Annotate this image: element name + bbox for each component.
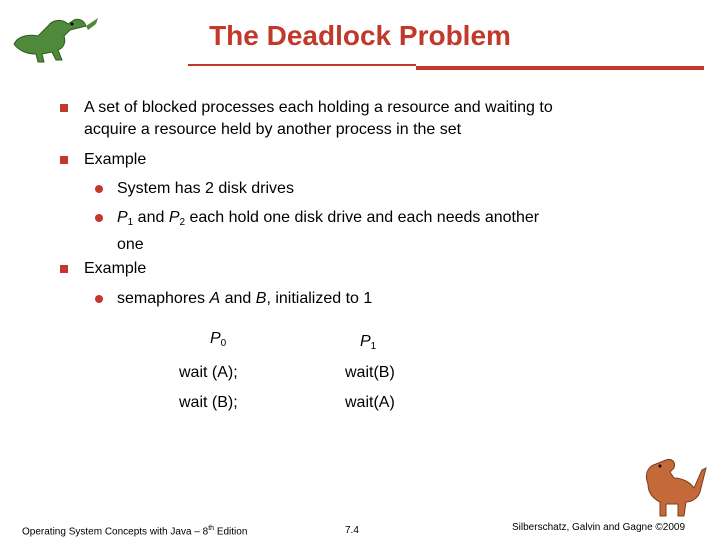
bullet-1 bbox=[84, 97, 553, 141]
bullet-2-sub-2-line-2: one bbox=[117, 236, 144, 253]
column-header-p0: $P_0$ bbox=[210, 330, 227, 349]
column-header-p1: $P_1$ bbox=[360, 333, 377, 352]
table-cell-r2c2: wait(A) bbox=[345, 394, 395, 411]
footer-copyright: Silberschatz, Galvin and Gagne ©2009 bbox=[512, 522, 686, 533]
bullet-dot-icon bbox=[95, 295, 103, 303]
bullet-dot-icon bbox=[95, 214, 103, 222]
bullet-square-icon bbox=[60, 104, 68, 112]
bullet-3-sub-1: semaphores A and B, initialized to 1 bbox=[117, 290, 373, 307]
bullet-2-sub-2-line-1: $P_1$ and $P_2$ each hold one disk drive and each needs another bbox=[117, 209, 540, 228]
bullet-2-sub-1: System has 2 disk drives bbox=[117, 180, 294, 197]
table-cell-r1c2: wait(B) bbox=[345, 364, 395, 381]
table-cell-r1c1: wait (A); bbox=[179, 364, 238, 381]
bullet-1-line-2: acquire a resource held by another process in the set bbox=[84, 121, 462, 138]
footer-page-number: 7.4 bbox=[345, 525, 359, 536]
bullet-2: Example bbox=[84, 151, 147, 168]
bullet-3: Example bbox=[84, 260, 147, 277]
slide-title: The Deadlock Problem bbox=[209, 20, 511, 51]
footer-book-title: Operating System Concepts with Java – 8th Edition bbox=[22, 525, 248, 538]
bullet-square-icon bbox=[60, 265, 68, 273]
bullet-1-line-1: A set of blocked processes each holding a resource and waiting to bbox=[84, 99, 553, 116]
bullet-dot-icon bbox=[95, 185, 103, 193]
bullet-2-sub-2 bbox=[117, 207, 539, 256]
table-cell-r2c1: wait (B); bbox=[179, 394, 238, 411]
dinosaur-mascot-icon bbox=[630, 448, 710, 520]
title-underline-bar bbox=[416, 66, 704, 70]
title-underline bbox=[188, 64, 416, 66]
bullet-square-icon bbox=[60, 156, 68, 164]
